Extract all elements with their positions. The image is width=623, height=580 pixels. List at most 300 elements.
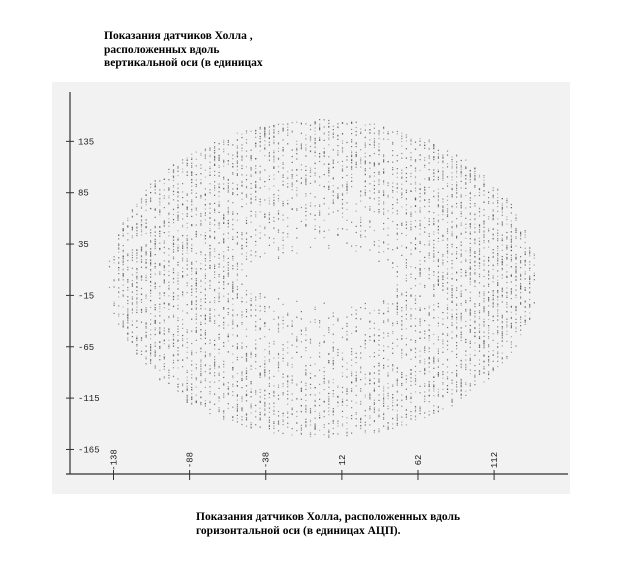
data-point	[205, 318, 206, 319]
data-point	[383, 139, 384, 140]
data-point	[155, 241, 156, 242]
data-point	[410, 350, 411, 351]
data-point	[177, 283, 178, 284]
data-point	[346, 189, 347, 190]
data-point	[424, 232, 425, 233]
data-point	[360, 159, 361, 160]
data-point	[360, 217, 361, 218]
data-point	[483, 347, 484, 348]
data-point	[383, 202, 384, 203]
data-point	[214, 344, 215, 345]
data-point	[196, 304, 197, 305]
data-point	[260, 232, 261, 233]
data-point	[461, 395, 462, 396]
data-point	[205, 405, 206, 406]
data-point	[187, 342, 188, 343]
data-point	[246, 242, 247, 243]
data-point	[388, 346, 389, 347]
data-point	[456, 184, 457, 185]
data-point	[223, 296, 224, 297]
data-point	[214, 148, 215, 149]
data-point	[438, 158, 439, 159]
data-point	[410, 349, 411, 350]
data-point	[191, 154, 192, 155]
data-point	[177, 384, 178, 385]
data-point	[488, 274, 489, 275]
data-point	[415, 248, 416, 249]
data-point	[191, 303, 192, 304]
data-point	[420, 407, 421, 408]
data-point	[342, 186, 343, 187]
data-point	[429, 389, 430, 390]
data-point	[406, 204, 407, 205]
data-point	[483, 324, 484, 325]
data-point	[146, 246, 147, 247]
data-point	[378, 209, 379, 210]
data-point	[415, 183, 416, 184]
data-point	[310, 125, 311, 126]
data-point	[191, 274, 192, 275]
data-point	[214, 175, 215, 176]
data-point	[465, 188, 466, 189]
data-point	[429, 158, 430, 159]
data-point	[333, 342, 334, 343]
data-point	[118, 279, 119, 280]
data-point	[246, 204, 247, 205]
data-point	[433, 360, 434, 361]
data-point	[173, 222, 174, 223]
data-point	[200, 404, 201, 405]
data-point	[214, 195, 215, 196]
data-point	[269, 377, 270, 378]
data-point	[260, 138, 261, 139]
data-point	[456, 173, 457, 174]
data-point	[310, 384, 311, 385]
data-point	[483, 345, 484, 346]
data-point	[452, 273, 453, 274]
data-point	[228, 382, 229, 383]
data-point	[196, 209, 197, 210]
data-point	[356, 414, 357, 415]
data-point	[520, 334, 521, 335]
data-point	[388, 387, 389, 388]
data-point	[324, 427, 325, 428]
data-point	[177, 195, 178, 196]
data-point	[196, 332, 197, 333]
data-point	[388, 408, 389, 409]
data-point	[255, 394, 256, 395]
data-point	[136, 204, 137, 205]
data-point	[164, 225, 165, 226]
data-point	[223, 223, 224, 224]
data-point	[159, 379, 160, 380]
data-point	[474, 251, 475, 252]
data-point	[497, 255, 498, 256]
data-point	[356, 232, 357, 233]
data-point	[356, 211, 357, 212]
data-point	[132, 321, 133, 322]
data-point	[296, 253, 297, 254]
data-point	[520, 283, 521, 284]
data-point	[191, 159, 192, 160]
data-point	[241, 301, 242, 302]
data-point	[255, 196, 256, 197]
data-point	[420, 154, 421, 155]
data-point	[305, 155, 306, 156]
data-point	[392, 364, 393, 365]
data-point	[296, 195, 297, 196]
data-point	[452, 233, 453, 234]
data-point	[397, 418, 398, 419]
data-point	[365, 145, 366, 146]
data-point	[415, 159, 416, 160]
data-point	[237, 232, 238, 233]
data-point	[392, 155, 393, 156]
data-point	[374, 328, 375, 329]
data-point	[287, 381, 288, 382]
data-point	[269, 132, 270, 133]
data-point	[420, 138, 421, 139]
data-point	[232, 310, 233, 311]
data-point	[406, 417, 407, 418]
data-point	[310, 193, 311, 194]
data-point	[333, 190, 334, 191]
data-point	[196, 184, 197, 185]
data-point	[223, 322, 224, 323]
data-point	[237, 406, 238, 407]
data-point	[438, 206, 439, 207]
data-point	[164, 226, 165, 227]
data-point	[365, 137, 366, 138]
data-point	[196, 280, 197, 281]
data-point	[429, 306, 430, 307]
data-point	[241, 311, 242, 312]
data-point	[470, 373, 471, 374]
data-point	[173, 209, 174, 210]
data-point	[287, 404, 288, 405]
data-point	[237, 220, 238, 221]
data-point	[173, 360, 174, 361]
data-point	[378, 184, 379, 185]
data-point	[155, 286, 156, 287]
data-point	[278, 365, 279, 366]
data-point	[273, 410, 274, 411]
data-point	[241, 297, 242, 298]
data-point	[506, 325, 507, 326]
data-point	[187, 390, 188, 391]
data-point	[136, 307, 137, 308]
data-point	[264, 136, 265, 137]
data-point	[310, 183, 311, 184]
data-point	[209, 402, 210, 403]
data-point	[255, 216, 256, 217]
data-point	[223, 317, 224, 318]
data-point	[447, 200, 448, 201]
data-point	[214, 297, 215, 298]
data-point	[200, 335, 201, 336]
data-point	[438, 171, 439, 172]
data-point	[506, 287, 507, 288]
data-point	[219, 407, 220, 408]
data-point	[159, 233, 160, 234]
data-point	[246, 329, 247, 330]
data-point	[346, 363, 347, 364]
data-point	[433, 271, 434, 272]
data-point	[150, 329, 151, 330]
data-point	[150, 363, 151, 364]
data-point	[228, 293, 229, 294]
data-point	[401, 158, 402, 159]
data-point	[438, 261, 439, 262]
data-point	[392, 343, 393, 344]
data-point	[237, 163, 238, 164]
data-point	[283, 421, 284, 422]
data-point	[388, 393, 389, 394]
data-point	[246, 195, 247, 196]
data-point	[442, 160, 443, 161]
data-point	[397, 307, 398, 308]
data-point	[255, 172, 256, 173]
data-point	[164, 295, 165, 296]
data-point	[401, 223, 402, 224]
data-point	[127, 218, 128, 219]
data-point	[191, 239, 192, 240]
data-point	[360, 167, 361, 168]
data-point	[452, 278, 453, 279]
data-point	[214, 309, 215, 310]
data-point	[470, 176, 471, 177]
data-point	[237, 293, 238, 294]
data-point	[328, 170, 329, 171]
data-point	[287, 186, 288, 187]
data-point	[264, 405, 265, 406]
data-point	[232, 320, 233, 321]
data-point	[328, 393, 329, 394]
data-point	[228, 142, 229, 143]
data-point	[452, 380, 453, 381]
data-point	[214, 237, 215, 238]
data-point	[255, 330, 256, 331]
data-point	[187, 389, 188, 390]
data-point	[502, 208, 503, 209]
data-point	[264, 356, 265, 357]
data-point	[388, 319, 389, 320]
data-point	[223, 278, 224, 279]
data-point	[465, 178, 466, 179]
data-point	[502, 335, 503, 336]
data-point	[310, 172, 311, 173]
data-point	[365, 192, 366, 193]
data-point	[177, 378, 178, 379]
data-point	[223, 214, 224, 215]
data-point	[283, 392, 284, 393]
data-point	[114, 303, 115, 304]
data-point	[273, 131, 274, 132]
data-point	[438, 220, 439, 221]
data-point	[461, 172, 462, 173]
data-point	[287, 423, 288, 424]
data-point	[209, 228, 210, 229]
data-point	[410, 249, 411, 250]
data-point	[488, 271, 489, 272]
data-point	[278, 411, 279, 412]
data-point	[406, 353, 407, 354]
data-point	[392, 325, 393, 326]
data-point	[283, 139, 284, 140]
data-point	[442, 395, 443, 396]
data-point	[328, 411, 329, 412]
data-point	[283, 323, 284, 324]
data-point	[132, 252, 133, 253]
data-point	[534, 255, 535, 256]
data-point	[150, 349, 151, 350]
data-point	[342, 424, 343, 425]
data-point	[410, 411, 411, 412]
data-point	[164, 330, 165, 331]
data-point	[442, 264, 443, 265]
data-point	[424, 386, 425, 387]
data-point	[447, 298, 448, 299]
data-point	[447, 204, 448, 205]
data-point	[506, 277, 507, 278]
data-point	[369, 206, 370, 207]
data-point	[200, 251, 201, 252]
data-point	[173, 176, 174, 177]
data-point	[241, 407, 242, 408]
data-point	[442, 364, 443, 365]
data-point	[452, 231, 453, 232]
data-point	[196, 283, 197, 284]
data-point	[324, 341, 325, 342]
data-point	[483, 256, 484, 257]
data-point	[310, 412, 311, 413]
data-point	[132, 342, 133, 343]
data-point	[497, 206, 498, 207]
data-point	[525, 260, 526, 261]
data-point	[493, 190, 494, 191]
data-point	[342, 359, 343, 360]
data-point	[346, 323, 347, 324]
data-point	[333, 382, 334, 383]
data-point	[319, 176, 320, 177]
data-point	[424, 160, 425, 161]
data-point	[182, 384, 183, 385]
data-point	[273, 421, 274, 422]
data-point	[465, 289, 466, 290]
data-point	[168, 203, 169, 204]
data-point	[168, 329, 169, 330]
data-point	[497, 248, 498, 249]
data-point	[260, 306, 261, 307]
data-point	[177, 350, 178, 351]
data-point	[305, 425, 306, 426]
data-point	[520, 247, 521, 248]
data-point	[392, 365, 393, 366]
data-point	[141, 207, 142, 208]
data-point	[360, 163, 361, 164]
data-point	[429, 255, 430, 256]
data-point	[283, 149, 284, 150]
data-point	[424, 157, 425, 158]
data-point	[324, 342, 325, 343]
data-point	[283, 354, 284, 355]
data-point	[424, 352, 425, 353]
data-point	[438, 279, 439, 280]
data-point	[410, 157, 411, 158]
data-point	[168, 248, 169, 249]
data-point	[187, 400, 188, 401]
data-point	[410, 402, 411, 403]
data-point	[415, 380, 416, 381]
data-point	[287, 386, 288, 387]
data-point	[127, 255, 128, 256]
data-point	[146, 244, 147, 245]
data-point	[232, 268, 233, 269]
data-point	[191, 182, 192, 183]
data-point	[410, 308, 411, 309]
data-point	[283, 181, 284, 182]
data-point	[374, 133, 375, 134]
data-point	[264, 133, 265, 134]
data-point	[187, 329, 188, 330]
data-point	[369, 321, 370, 322]
data-point	[497, 330, 498, 331]
data-point	[118, 314, 119, 315]
data-point	[177, 212, 178, 213]
data-point	[246, 187, 247, 188]
data-point	[191, 289, 192, 290]
data-point	[328, 401, 329, 402]
data-point	[278, 331, 279, 332]
data-point	[415, 308, 416, 309]
data-point	[187, 312, 188, 313]
data-point	[374, 181, 375, 182]
data-point	[164, 303, 165, 304]
data-point	[251, 389, 252, 390]
data-point	[452, 226, 453, 227]
data-point	[337, 235, 338, 236]
data-point	[301, 412, 302, 413]
data-point	[465, 260, 466, 261]
data-point	[383, 195, 384, 196]
data-point	[177, 331, 178, 332]
data-point	[493, 238, 494, 239]
data-point	[351, 156, 352, 157]
data-point	[182, 391, 183, 392]
data-point	[264, 135, 265, 136]
data-point	[141, 267, 142, 268]
data-point	[515, 254, 516, 255]
data-point	[150, 187, 151, 188]
data-point	[515, 307, 516, 308]
data-point	[196, 288, 197, 289]
data-point	[278, 395, 279, 396]
data-point	[205, 260, 206, 261]
data-point	[461, 382, 462, 383]
data-point	[132, 229, 133, 230]
data-point	[283, 413, 284, 414]
data-point	[315, 363, 316, 364]
data-point	[461, 397, 462, 398]
data-point	[205, 278, 206, 279]
data-point	[273, 205, 274, 206]
data-point	[525, 301, 526, 302]
data-point	[383, 417, 384, 418]
data-point	[383, 401, 384, 402]
data-point	[346, 326, 347, 327]
data-point	[273, 137, 274, 138]
data-point	[470, 273, 471, 274]
